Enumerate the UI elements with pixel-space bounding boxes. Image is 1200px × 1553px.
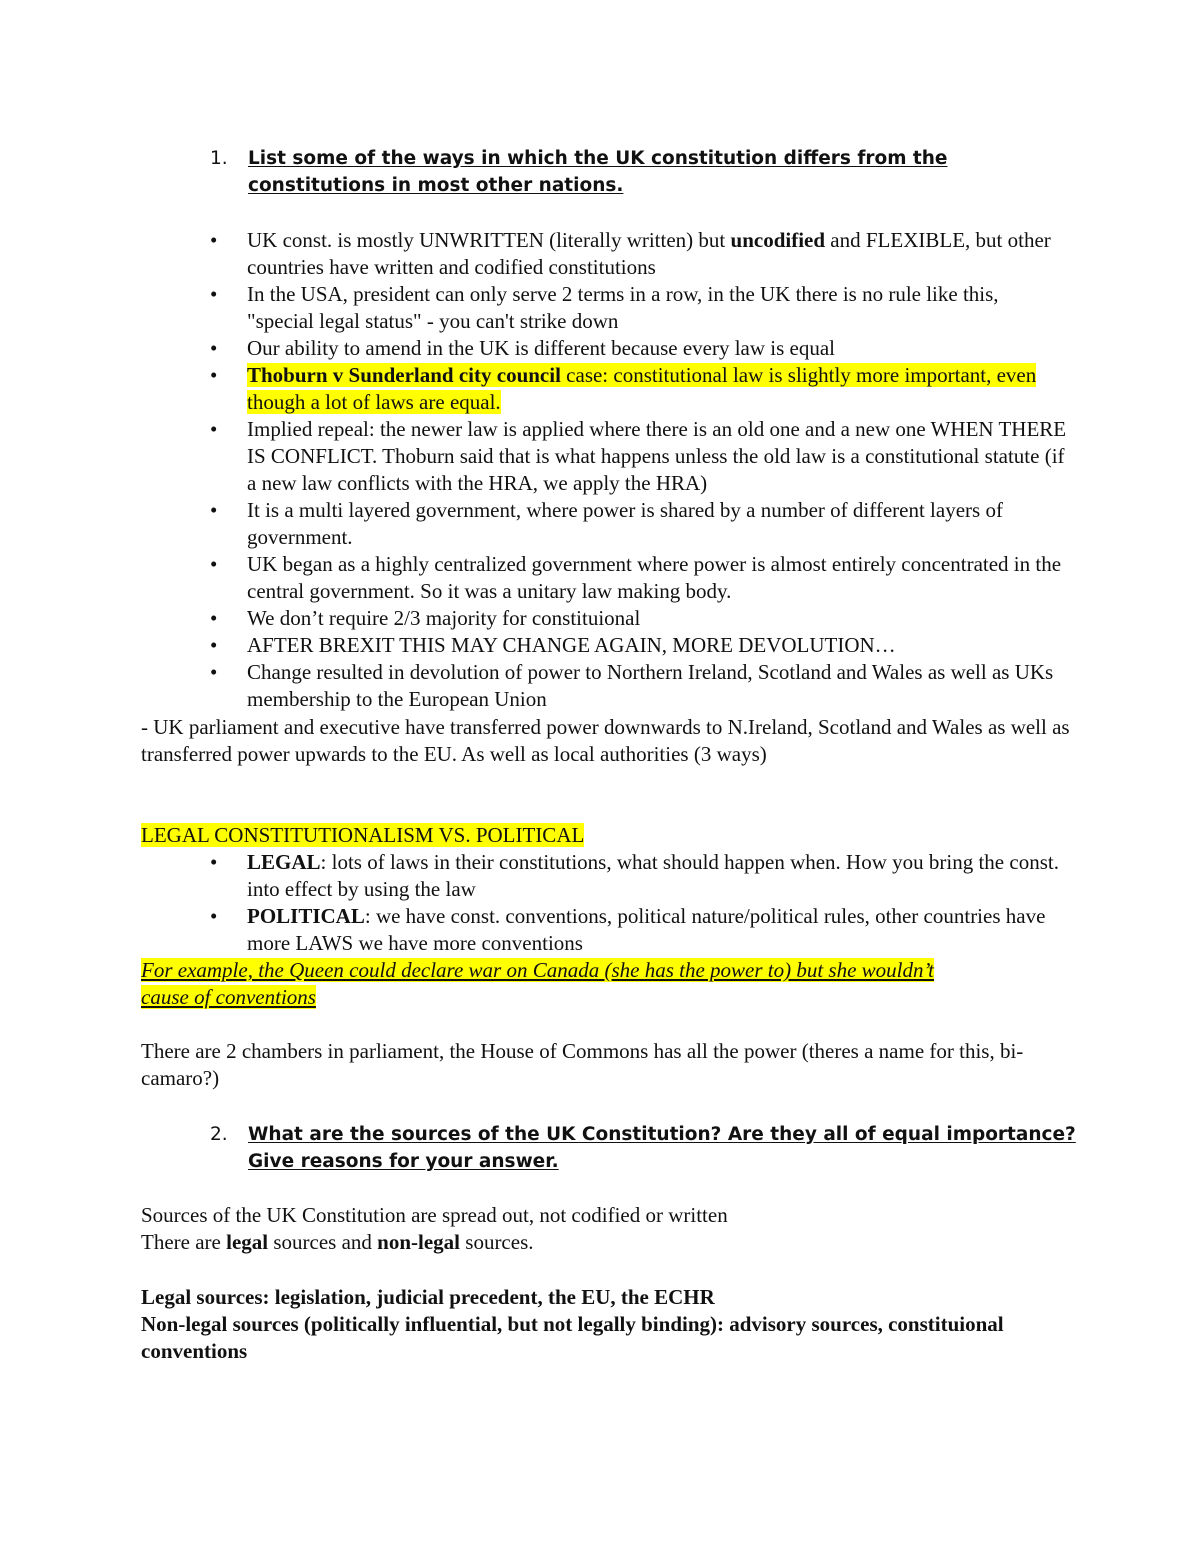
chambers-paragraph: There are 2 chambers in parliament, the House of Commons has all the power (theres a name for this, bi-camaro?) [141,1039,1024,1090]
legal-political-list [210,849,1070,957]
list-item: • Change resulted in devolution of power to Northern Ireland, Scotland and Wales as well as UKs membership to the European Union [210,659,1070,713]
question-1-text: List some of the ways in which the UK constitution differs from the constitutions in most other nations. [248,148,948,196]
question-1-number: 1. [210,148,228,169]
question-2 [210,1121,1090,1175]
list-item: • Our ability to amend in the UK is different because every law is equal [210,335,1070,362]
list-item: • AFTER BREXIT THIS MAY CHANGE AGAIN, MORE DEVOLUTION… [210,632,1070,659]
legal-sources: Legal sources: legislation, judicial precedent, the EU, the ECHR [141,1285,715,1309]
list-item: • LEGAL: lots of laws in their constitutions, what should happen when. How you bring the const. into effect by using the law [210,849,1070,903]
question-1 [210,145,1090,199]
example-line-1: For example, the Queen could declare war on Canada (she has the power to) but she wouldn’t [141,958,935,982]
example-line-2: cause of conventions [141,985,316,1009]
differences-list [210,227,1070,713]
list-item: • Implied repeal: the newer law is applied where there is an old one and a new one WHEN THERE IS CONFLICT. Thoburn said that is what happens unless the old law is a constitutional statute (if a new law conflicts with the HRA, we apply the HRA) [210,416,1070,497]
list-item: • POLITICAL: we have const. conventions, political nature/political rules, other countries have more LAWS we have more conventions [210,903,1070,957]
list-item: • UK began as a highly centralized government where power is almost entirely concentrated in the central government. So it was a unitary law making body. [210,551,1070,605]
list-item: • It is a multi layered government, where power is shared by a number of different layers of government. [210,497,1070,551]
question-2-text: What are the sources of the UK Constitution? Are they all of equal importance? Give reasons for your answer. [248,1124,1076,1172]
list-item [210,362,1070,416]
sources-line-1: Sources of the UK Constitution are spread out, not codified or written [141,1203,728,1227]
highlighted-text: Thoburn v Sunderland city council case: constitutional law is slightly more important, even though a lot of laws are equal. [247,363,1037,414]
list-item: • UK const. is mostly UNWRITTEN (literally written) but uncodified and FLEXIBLE, but other countries have written and codified constitutions [210,227,1070,281]
legal-constitutionalism-heading: LEGAL CONSTITUTIONALISM VS. POLITICAL [141,823,585,847]
list-item: • We don’t require 2/3 majority for constituional [210,605,1070,632]
question-2-number: 2. [210,1124,228,1145]
transfer-paragraph: - UK parliament and executive have transferred power downwards to N.Ireland, Scotland and Wales as well as transferred power upwards to the EU. As well as local authorities (3 ways) [141,715,1070,766]
nonlegal-sources: Non-legal sources (politically influential, but not legally binding): advisory sources, constituional conventions [141,1312,1004,1363]
list-item: • In the USA, president can only serve 2 terms in a row, in the UK there is no rule like this, "special legal status" - you can't strike down [210,281,1070,335]
sources-line-2: There are legal sources and non-legal sources. [141,1230,534,1254]
